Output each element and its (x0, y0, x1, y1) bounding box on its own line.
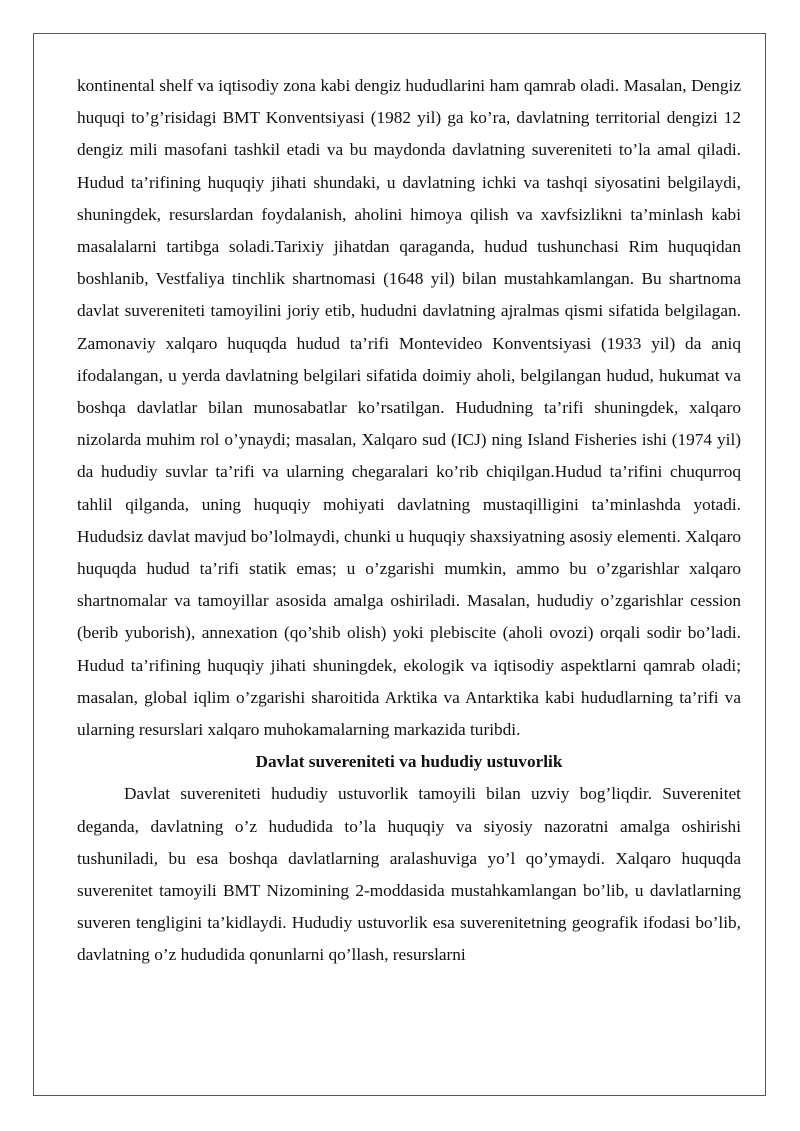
body-paragraph: Davlat suvereniteti hududiy ustuvorlik tamoyili bilan uzviy bog’liqdir. Suverenitet deganda, davlatning o’z hududida to’la huquqiy va siyosiy nazoratni amalga oshirishi tushuniladi, bu esa boshqa davlatlarning aralashuviga yo’l qo’ymaydi. Xalqaro huquqda suverenitet tamoyili BMT Nizomining 2-moddasida mustahkamlangan bo’lib, u davlatlarning suveren tengligini ta’kidlaydi. Hududiy ustuvorlik esa suverenitetning geografik ifodasi bo’lib, davlatning o’z hududida qonunlarni qo’llash, resurslarni (77, 784, 741, 965)
document-body (77, 70, 741, 972)
body-paragraph: kontinental shelf va iqtisodiy zona kabi dengiz hududlarini ham qamrab oladi. Masalan, Dengiz huquqi to’g’risidagi BMT Konventsiyasi (1982 yil) ga ko’ra, davlatning territorial dengizi 12 dengiz mili masofani tashkil etadi va bu maydonda davlatning suvereniteti to’la amal qiladi. Hudud ta’rifining huquqiy jihati shundaki, u davlatning ichki va tashqi siyosatini belgilaydi, shuningdek, resurslardan foydalanish, aholini himoya qilish va xavfsizlikni ta’minlash kabi masalalarni tartibga soladi.Tarixiy jihatdan qaraganda, hudud tushunchasi Rim huquqidan boshlanib, Vestfaliya tinchlik shartnomasi (1648 yil) bilan mustahkamlangan. Bu shartnoma davlat suvereniteti tamoyilini joriy etib, hududni davlatning ajralmas qismi sifatida belgilagan. Zamonaviy xalqaro huquqda hudud ta’rifi Montevideo Konventsiyasi (1933 yil) da aniq ifodalangan, u yerda davlatning belgilari sifatida doimiy aholi, belgilangan hudud, hukumat va boshqa davlatlar bilan munosabatlar ko’rsatilgan. Hududning ta’rifi shuningdek, xalqaro nizolarda muhim rol o’ynaydi; masalan, Xalqaro sud (ICJ) ning Island Fisheries ishi (1974 yil) da hududiy suvlar ta’rifi va ularning chegaralari ko’rib chiqilgan.Hudud ta’rifini chuqurroq tahlil qilganda, uning huquqiy mohiyati davlatning mustaqilligini ta’minlashda yotadi. Hududsiz davlat mavjud bo’lolmaydi, chunki u huquqiy shaxsiyatning asosiy elementi. Xalqaro huquqda hudud ta’rifi statik emas; u o’zgarishi mumkin, ammo bu o’zgarishlar xalqaro shartnomalar va tamoyillar asosida amalga oshiriladi. Masalan, hududiy o’zgarishlar cession (berib yuborish), annexation (qo’shib olish) yoki plebiscite (aholi ovozi) orqali sodir bo’ladi. Hudud ta’rifining huquqiy jihati shuningdek, ekologik va iqtisodiy aspektlarni qamrab oladi; masalan, global iqlim o’zgarishi sharoitida Arktika va Antarktika kabi hududlarning ta’rifi va ularning resurslari xalqaro muhokamalarning markazida turibdi. (77, 76, 741, 740)
section-heading: Davlat suvereniteti va hududiy ustuvorlik (255, 752, 563, 772)
